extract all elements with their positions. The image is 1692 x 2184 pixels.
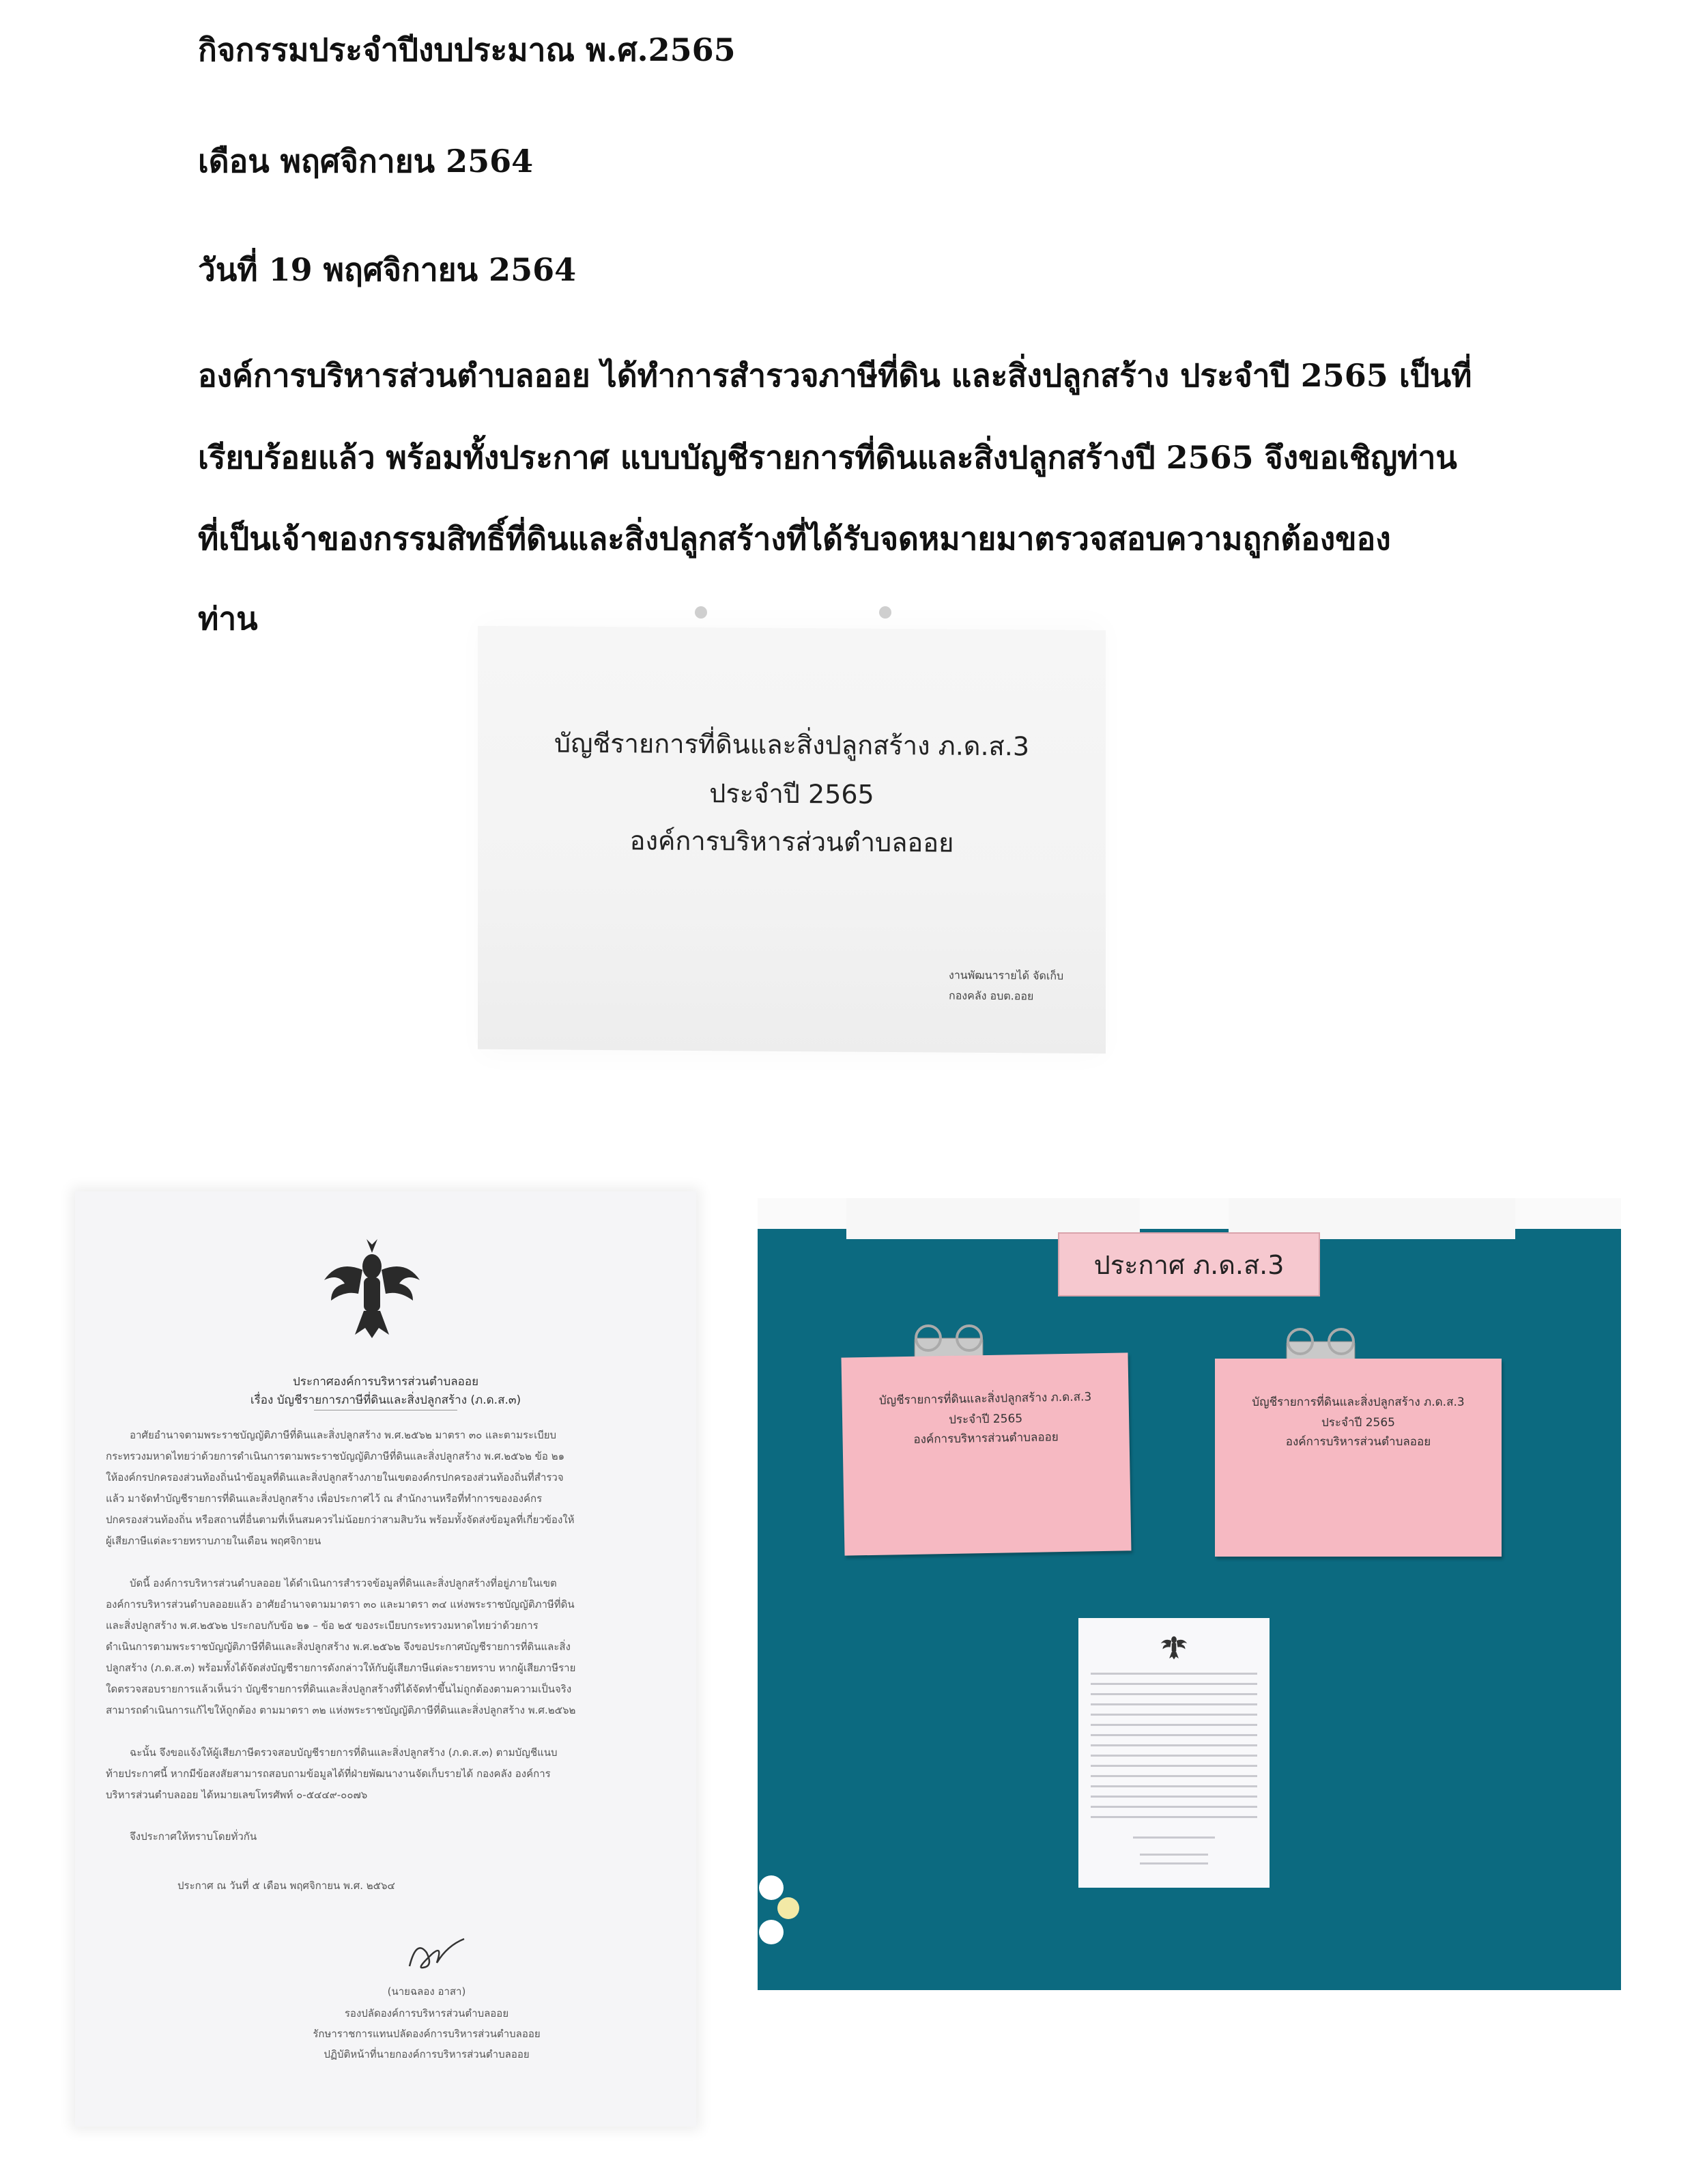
announcement-body-line: บริหารส่วนตำบลออย ได้หมายเลขโทรศัพท์ ๐-๕๔๔๙-๐๐๗๖ — [106, 1789, 368, 1801]
folder-right — [1215, 1359, 1502, 1557]
garuda-emblem-icon — [317, 1232, 427, 1342]
signature-name: (นายฉลอง อาสา) — [387, 1985, 466, 1998]
signature-position: รักษาราชการแทนปลัดองค์การบริหารส่วนตำบลออย — [313, 2028, 541, 2040]
announcement-body-line: องค์การบริหารส่วนตำบลออยแล้ว อาศัยอำนาจตามมาตรา ๓๐ และมาตรา ๓๔ แห่งพระราชบัญญัติภาษีที่ดิน — [106, 1598, 575, 1611]
announcement-photo — [75, 1191, 696, 2127]
announcement-body-line: ให้องค์กรปกครองส่วนท้องถิ่นนำข้อมูลที่ดินและสิ่งปลูกสร้างภายในเขตองค์กรปกครองส่วนท้องถิ่นที่สำรวจ — [106, 1471, 564, 1484]
announcement-body-line: สามารถดำเนินการแก้ไขให้ถูกต้อง ตามมาตรา ๓๒ แห่งพระราชบัญญัติภาษีที่ดินและสิ่งปลูกสร้าง พ.ศ.๒๕๖๒ — [106, 1704, 576, 1716]
cover-title-line: ประจำปี 2565 — [709, 778, 874, 810]
announcement-body-line: ฉะนั้น จึงขอแจ้งให้ผู้เสียภาษีตรวจสอบบัญชีรายการที่ดินและสิ่งปลูกสร้าง (ภ.ด.ส.๓) ตามบัญชีแนบ — [130, 1746, 558, 1759]
cover-footer-line: กองคลัง อบต.ออย — [949, 989, 1034, 1003]
notice-board-photo — [758, 1198, 1621, 1990]
signature-icon — [396, 1925, 478, 1980]
announcement-body-line: ท้ายประกาศนี้ หากมีข้อสงสัยสามารถสอบถามข้อมูลได้ที่ฝ่ายพัฒนางานจัดเก็บรายได้ กองคลัง องค์การ — [106, 1768, 551, 1780]
announcement-body-line: และสิ่งปลูกสร้าง พ.ศ.๒๕๖๒ ประกอบกับข้อ ๒๑ – ข้อ ๒๕ ของระเบียบกระทรวงมหาดไทยว่าด้วยการ — [106, 1619, 539, 1632]
folder-title-line: ประจำปี 2565 — [948, 1412, 1023, 1427]
announcement-title: ประกาศองค์การบริหารส่วนตำบลออย — [292, 1375, 479, 1389]
paragraph-line: เรียบร้อยแล้ว พร้อมทั้งประกาศ แบบบัญชีรายการที่ดินและสิ่งปลูกสร้างปี 2565 จึงขอเชิญท่าน — [198, 439, 1457, 476]
announcement-body-line: บัดนี้ องค์การบริหารส่วนตำบลออย ได้ดำเนินการสำรวจข้อมูลที่ดินและสิ่งปลูกสร้างที่อยู่ภายในเขต — [130, 1577, 557, 1589]
announcement-body-line: จึงประกาศให้ทราบโดยทั่วกัน — [130, 1830, 257, 1843]
announcement-body-line: ดำเนินการตามพระราชบัญญัติภาษีที่ดินและสิ่งปลูกสร้าง พ.ศ.๒๕๖๒ จึงขอประกาศบัญชีรายการที่ดินและสิ่ง — [106, 1641, 571, 1653]
announcement-body-line: ใดตรวจสอบรายการแล้วเห็นว่า บัญชีรายการที่ดินและสิ่งปลูกสร้างที่ได้จัดทำขึ้นไม่ถูกต้องตามความเป็นจริง — [106, 1683, 572, 1695]
pin-icon — [695, 606, 707, 619]
announcement-body-line: อาศัยอำนาจตามพระราชบัญญัติภาษีที่ดินและสิ่งปลูกสร้าง พ.ศ.๒๕๖๒ มาตรา ๓๐ และตามระเบียบ — [130, 1429, 557, 1441]
paragraph-line: องค์การบริหารส่วนตำบลออย ได้ทำการสำรวจภาษีที่ดิน และสิ่งปลูกสร้าง ประจำปี 2565 เป็นที่ — [198, 357, 1472, 394]
folder-title-line: บัญชีรายการที่ดินและสิ่งปลูกสร้าง ภ.ด.ส.3 — [878, 1390, 1092, 1408]
announcement-body-line: ผู้เสียภาษีแต่ละรายทราบภายในเดือน พฤศจิกายน — [106, 1535, 321, 1547]
posted-announcement — [1078, 1618, 1270, 1888]
folder-left — [842, 1352, 1132, 1555]
signature-position: ปฏิบัติหน้าที่นายกองค์การบริหารส่วนตำบลออย — [324, 2048, 530, 2060]
signature-position: รองปลัดองค์การบริหารส่วนตำบลออย — [344, 2007, 509, 2019]
folder-title-line: บัญชีรายการที่ดินและสิ่งปลูกสร้าง ภ.ด.ส.3 — [1252, 1395, 1465, 1409]
pin-icon — [879, 606, 891, 619]
month-heading: เดือน พฤศจิกายน 2564 — [198, 143, 534, 180]
folder-title-line: องค์การบริหารส่วนตำบลออย — [913, 1430, 1059, 1447]
paragraph-line: ท่าน — [198, 600, 258, 637]
cover-paper — [478, 626, 1106, 1053]
paragraph-line: ที่เป็นเจ้าของกรรมสิทธิ์ที่ดินและสิ่งปลูกสร้างที่ได้รับจดหมายมาตรวจสอบความถูกต้องของ — [198, 520, 1391, 557]
announcement-subject: เรื่อง บัญชีรายการภาษีที่ดินและสิ่งปลูกสร้าง (ภ.ด.ส.๓) — [250, 1393, 521, 1407]
garuda-emblem-icon — [1159, 1630, 1189, 1660]
folder-title-line: ประจำปี 2565 — [1321, 1416, 1396, 1430]
flower-decoration-icon — [758, 1867, 812, 1956]
cover-title-line: บัญชีรายการที่ดินและสิ่งปลูกสร้าง ภ.ด.ส.3 — [554, 728, 1030, 762]
announcement-date-line: ประกาศ ณ วันที่ ๕ เดือน พฤศจิกายน พ.ศ. ๒๕๖๔ — [177, 1880, 395, 1892]
announcement-body-line: ปลูกสร้าง (ภ.ด.ส.๓) พร้อมทั้งได้จัดส่งบัญชีรายการดังกล่าวให้กับผู้เสียภาษีแต่ละรายทราบ หากผู้เสียภาษีราย — [106, 1662, 576, 1674]
cover-page-photo — [464, 608, 1119, 1072]
cover-title-line: องค์การบริหารส่วนตำบลออย — [629, 825, 954, 858]
announcement-body-line: กระทรวงมหาดไทยว่าด้วยการดำเนินการตามพระราชบัญญัติภาษีที่ดินและสิ่งปลูกสร้าง พ.ศ.๒๕๖๒ ข้อ ๒๑ — [106, 1450, 565, 1462]
date-heading: วันที่ 19 พฤศจิกายน 2564 — [198, 251, 577, 288]
cover-footer-line: งานพัฒนารายได้ จัดเก็บ — [949, 968, 1064, 982]
folder-title-line: องค์การบริหารส่วนตำบลออย — [1285, 1435, 1431, 1449]
announcement-body-line: ปกครองส่วนท้องถิ่น หรือสถานที่อื่นตามที่เห็นสมควรไม่น้อยกว่าสามสิบวัน พร้อมทั้งจัดส่งข้อมูลที่เกี่ยวข้องให้ — [106, 1514, 575, 1526]
board-sign: ประกาศ ภ.ด.ส.3 — [1058, 1232, 1320, 1296]
activity-year-heading: กิจกรรมประจำปีงบประมาณ พ.ศ.2565 — [198, 31, 736, 68]
announcement-body-line: แล้ว มาจัดทำบัญชีรายการที่ดินและสิ่งปลูกสร้าง เพื่อประกาศไว้ ณ สำนักงานหรือที่ทำการขององค์กร — [106, 1492, 543, 1505]
